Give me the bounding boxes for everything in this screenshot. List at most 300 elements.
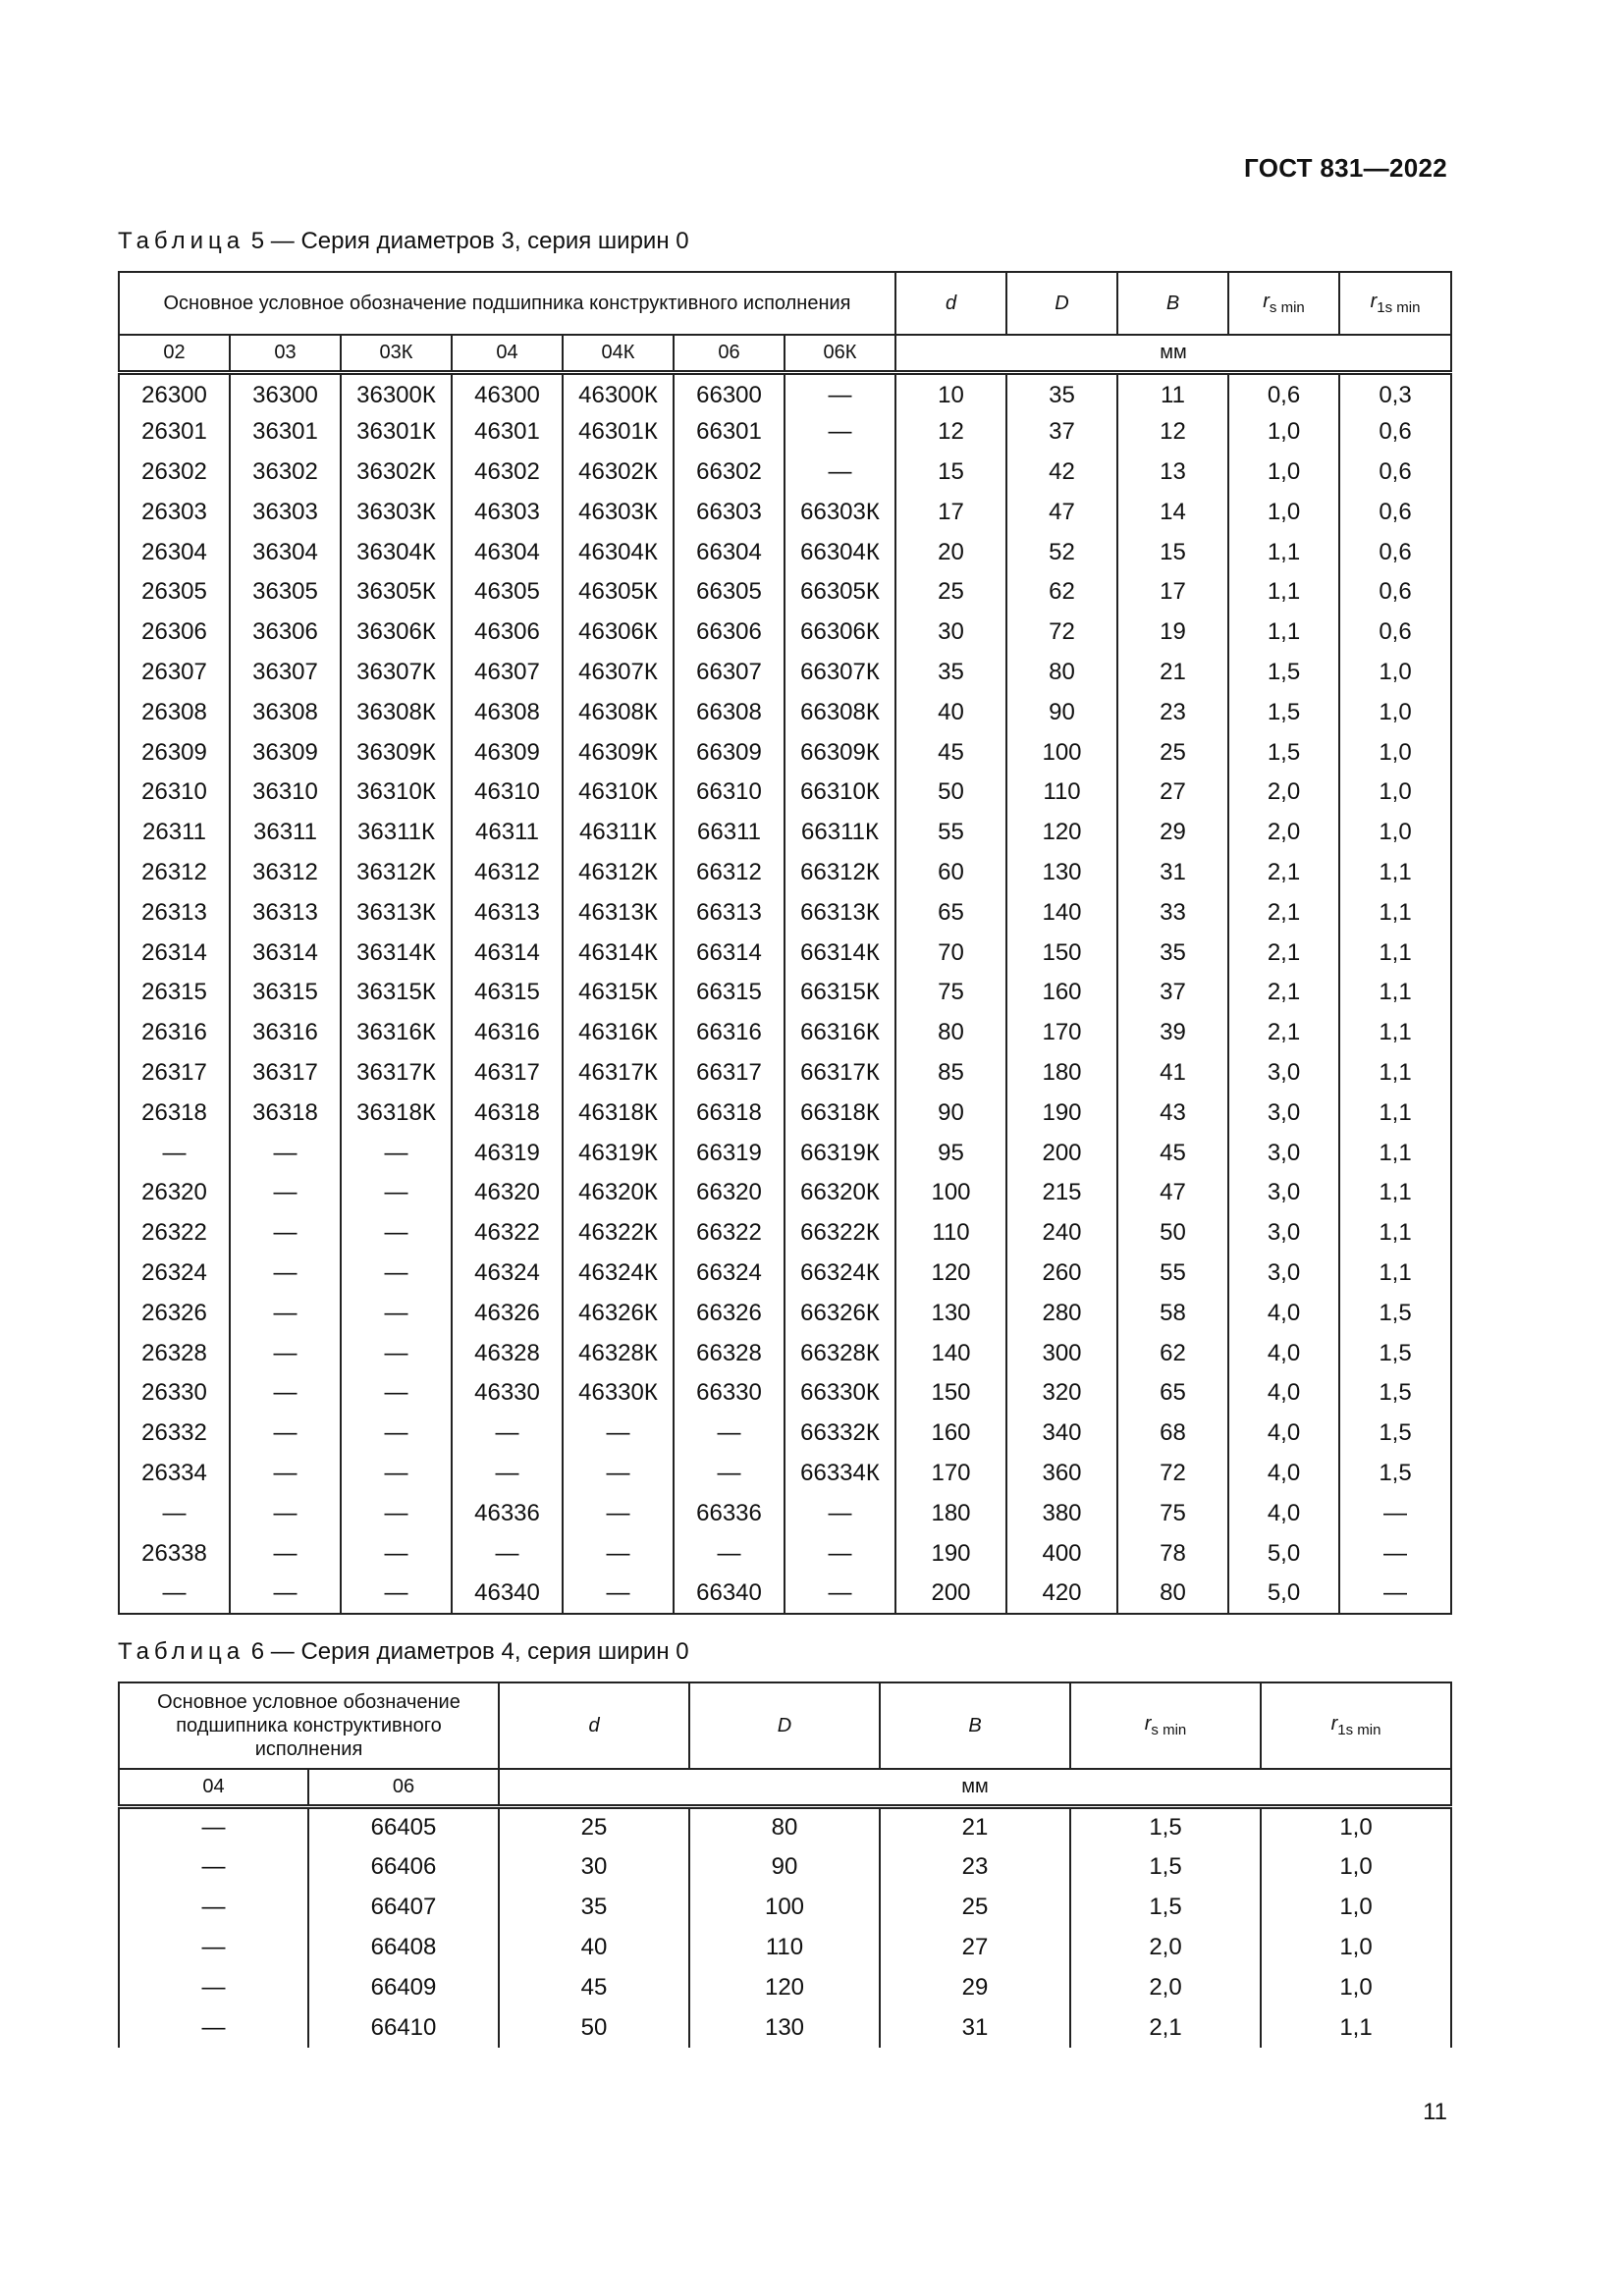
table-cell: 1,1: [1339, 1093, 1451, 1133]
table-cell: 36300: [230, 372, 341, 412]
table-cell: 62: [1006, 572, 1117, 613]
table-cell: 70: [895, 933, 1006, 973]
table5-design-header: 03К: [341, 335, 452, 372]
table-cell: 36301К: [341, 412, 452, 453]
table-cell: —: [785, 412, 895, 453]
table-cell: 36304К: [341, 532, 452, 572]
table-cell: 26308: [119, 692, 230, 732]
table-cell: 66313К: [785, 892, 895, 933]
table-cell: —: [341, 1373, 452, 1414]
table-cell: 42: [1006, 453, 1117, 493]
table-cell: 36317: [230, 1053, 341, 1094]
table-cell: 46324К: [563, 1254, 674, 1294]
table-cell: 5,0: [1228, 1533, 1339, 1574]
table-cell: 160: [1006, 973, 1117, 1013]
table-cell: 1,5: [1070, 1846, 1261, 1887]
table-cell: 1,1: [1339, 1254, 1451, 1294]
table-cell: 1,1: [1339, 1013, 1451, 1053]
table-cell: 170: [895, 1454, 1006, 1494]
table-cell: 36304: [230, 532, 341, 572]
table-cell: —: [230, 1373, 341, 1414]
table-cell: 46304: [452, 532, 563, 572]
table-cell: 40: [499, 1927, 689, 1967]
table6: [118, 1682, 1452, 2048]
table-cell: 47: [1117, 1173, 1228, 1213]
table-cell: —: [785, 1493, 895, 1533]
table-cell: 190: [1006, 1093, 1117, 1133]
table5-unit: мм: [895, 335, 1451, 372]
table-cell: 46318К: [563, 1093, 674, 1133]
table-cell: 26338: [119, 1533, 230, 1574]
table-cell: 36318К: [341, 1093, 452, 1133]
table-cell: 26305: [119, 572, 230, 613]
table-cell: 140: [1006, 892, 1117, 933]
table-cell: 66326: [674, 1293, 785, 1333]
table-cell: 0,6: [1228, 372, 1339, 412]
table-cell: 36310: [230, 773, 341, 813]
table-cell: —: [230, 1533, 341, 1574]
table-row: [119, 892, 1451, 933]
table-row: [119, 1173, 1451, 1213]
table-cell: 66312: [674, 853, 785, 893]
table-cell: 66318К: [785, 1093, 895, 1133]
table6-header-D: D: [689, 1682, 880, 1769]
table6-design-header: 06: [308, 1769, 499, 1806]
table-cell: —: [230, 1574, 341, 1614]
table-cell: 66317: [674, 1053, 785, 1094]
table-cell: 26326: [119, 1293, 230, 1333]
table-cell: 26302: [119, 453, 230, 493]
table-cell: 46303К: [563, 492, 674, 532]
table-cell: 46317: [452, 1053, 563, 1094]
table-row: [119, 1133, 1451, 1173]
table-cell: 36316К: [341, 1013, 452, 1053]
table-cell: 180: [895, 1493, 1006, 1533]
table-cell: —: [341, 1254, 452, 1294]
page-number: 11: [1423, 2099, 1447, 2125]
table-cell: 45: [1117, 1133, 1228, 1173]
table-cell: 46301К: [563, 412, 674, 453]
table5-design-header: 06: [674, 335, 785, 372]
table-cell: 13: [1117, 453, 1228, 493]
table-cell: 36308: [230, 692, 341, 732]
table-cell: 66336: [674, 1493, 785, 1533]
table-cell: —: [1339, 1574, 1451, 1614]
table-cell: —: [452, 1414, 563, 1454]
table-cell: 66328К: [785, 1333, 895, 1373]
table-cell: 36311К: [341, 813, 452, 853]
table-cell: 1,0: [1261, 1806, 1451, 1846]
table-cell: 66304: [674, 532, 785, 572]
table-row: [119, 653, 1451, 693]
table-cell: 66324: [674, 1254, 785, 1294]
table-cell: 66315: [674, 973, 785, 1013]
table-cell: 66306: [674, 613, 785, 653]
table-cell: —: [119, 1493, 230, 1533]
table-row: [119, 732, 1451, 773]
table-cell: 46307: [452, 653, 563, 693]
table-cell: 36305К: [341, 572, 452, 613]
table-cell: 46304К: [563, 532, 674, 572]
table-cell: 66406: [308, 1846, 499, 1887]
table-cell: 46324: [452, 1254, 563, 1294]
table-cell: 36306К: [341, 613, 452, 653]
table-cell: 15: [1117, 532, 1228, 572]
table-cell: 1,0: [1261, 1967, 1451, 2007]
table-cell: 46308: [452, 692, 563, 732]
table-cell: 0,6: [1339, 453, 1451, 493]
table-cell: 46305К: [563, 572, 674, 613]
table-cell: 66303К: [785, 492, 895, 532]
table-cell: 46309К: [563, 732, 674, 773]
table-cell: —: [230, 1333, 341, 1373]
table-cell: 66313: [674, 892, 785, 933]
table-cell: 36312: [230, 853, 341, 893]
table-cell: 1,0: [1261, 1846, 1451, 1887]
table-row: [119, 692, 1451, 732]
table-cell: 36302К: [341, 453, 452, 493]
table-row: [119, 1967, 1451, 2007]
table-row: [119, 813, 1451, 853]
table-cell: 17: [895, 492, 1006, 532]
table-cell: 37: [1117, 973, 1228, 1013]
table-cell: 26301: [119, 412, 230, 453]
table-cell: 2,1: [1228, 892, 1339, 933]
table-cell: 46300: [452, 372, 563, 412]
table-cell: 340: [1006, 1414, 1117, 1454]
table-cell: 46312К: [563, 853, 674, 893]
table-cell: —: [341, 1173, 452, 1213]
table-cell: 140: [895, 1333, 1006, 1373]
table-cell: 0,6: [1339, 613, 1451, 653]
table5-header-B: B: [1117, 272, 1228, 335]
table-cell: 360: [1006, 1454, 1117, 1494]
table-cell: 0,6: [1339, 572, 1451, 613]
table6-header-B: B: [880, 1682, 1070, 1769]
table5-design-header: 03: [230, 335, 341, 372]
table-cell: —: [341, 1333, 452, 1373]
table-cell: 39: [1117, 1013, 1228, 1053]
table-cell: —: [119, 1133, 230, 1173]
table-cell: 80: [895, 1013, 1006, 1053]
table-row: [119, 1213, 1451, 1254]
table-cell: —: [119, 1887, 308, 1927]
table5-design-header: 02: [119, 335, 230, 372]
table-cell: 26322: [119, 1213, 230, 1254]
table-cell: 66405: [308, 1806, 499, 1846]
table-cell: —: [563, 1533, 674, 1574]
table-cell: 1,5: [1339, 1454, 1451, 1494]
table-cell: 3,0: [1228, 1213, 1339, 1254]
standard-designation: ГОСТ 831—2022: [1244, 153, 1447, 183]
table-cell: —: [230, 1454, 341, 1494]
table-cell: 46303: [452, 492, 563, 532]
table-cell: 72: [1006, 613, 1117, 653]
table-cell: 36311: [230, 813, 341, 853]
table-cell: 36313К: [341, 892, 452, 933]
table-cell: 46309: [452, 732, 563, 773]
table-cell: 1,5: [1339, 1293, 1451, 1333]
table-cell: 46301: [452, 412, 563, 453]
table-cell: 180: [1006, 1053, 1117, 1094]
table-cell: 36310К: [341, 773, 452, 813]
table-cell: 36312К: [341, 853, 452, 893]
table-cell: 1,0: [1339, 732, 1451, 773]
table-cell: 85: [895, 1053, 1006, 1094]
table-cell: 35: [1117, 933, 1228, 973]
table-cell: 66330: [674, 1373, 785, 1414]
table6-caption-label: Таблица: [118, 1638, 245, 1665]
table-cell: 1,1: [1228, 572, 1339, 613]
table-cell: 2,0: [1070, 1967, 1261, 2007]
table-cell: —: [452, 1454, 563, 1494]
table-cell: 1,0: [1339, 813, 1451, 853]
table-cell: —: [119, 2007, 308, 2048]
table-cell: 46314: [452, 933, 563, 973]
table-cell: 2,0: [1070, 1927, 1261, 1967]
table-cell: 240: [1006, 1213, 1117, 1254]
table6-design-header: 04: [119, 1769, 308, 1806]
table-cell: —: [563, 1574, 674, 1614]
table-row: [119, 572, 1451, 613]
table-cell: 100: [1006, 732, 1117, 773]
table-cell: 62: [1117, 1333, 1228, 1373]
table-cell: 36315: [230, 973, 341, 1013]
table-cell: 66311: [674, 813, 785, 853]
table-cell: 26315: [119, 973, 230, 1013]
table-cell: 46300К: [563, 372, 674, 412]
table-cell: 1,1: [1339, 1173, 1451, 1213]
table-cell: 26317: [119, 1053, 230, 1094]
table-cell: 66314: [674, 933, 785, 973]
table-cell: 46326К: [563, 1293, 674, 1333]
table-cell: 23: [1117, 692, 1228, 732]
table-cell: —: [230, 1493, 341, 1533]
table-cell: 36303К: [341, 492, 452, 532]
table-cell: 46316К: [563, 1013, 674, 1053]
table-cell: 45: [895, 732, 1006, 773]
table-cell: 36307: [230, 653, 341, 693]
table-row: [119, 532, 1451, 572]
table-cell: 58: [1117, 1293, 1228, 1333]
table-row: [119, 372, 1451, 412]
table-cell: 43: [1117, 1093, 1228, 1133]
table-cell: 66307К: [785, 653, 895, 693]
table-cell: —: [119, 1927, 308, 1967]
table-cell: —: [230, 1173, 341, 1213]
table-cell: 66301: [674, 412, 785, 453]
table-cell: 36318: [230, 1093, 341, 1133]
table-cell: 36305: [230, 572, 341, 613]
table-cell: —: [674, 1454, 785, 1494]
table-cell: 380: [1006, 1493, 1117, 1533]
table-cell: 46318: [452, 1093, 563, 1133]
table-cell: 130: [895, 1293, 1006, 1333]
table-cell: 26334: [119, 1454, 230, 1494]
table-cell: 0,6: [1339, 532, 1451, 572]
table-cell: 66305К: [785, 572, 895, 613]
table-cell: 130: [1006, 853, 1117, 893]
table-cell: 260: [1006, 1254, 1117, 1294]
table-cell: 66322К: [785, 1213, 895, 1254]
table-cell: 66300: [674, 372, 785, 412]
table-cell: 35: [895, 653, 1006, 693]
table-cell: 66315К: [785, 973, 895, 1013]
table-cell: 3,0: [1228, 1133, 1339, 1173]
table-cell: 66304К: [785, 532, 895, 572]
table-cell: 2,0: [1228, 813, 1339, 853]
table-cell: 29: [880, 1967, 1070, 2007]
table-cell: 46330: [452, 1373, 563, 1414]
table-cell: 26304: [119, 532, 230, 572]
table-cell: 36308К: [341, 692, 452, 732]
table-cell: 46315: [452, 973, 563, 1013]
table-cell: 36316: [230, 1013, 341, 1053]
table-cell: 400: [1006, 1533, 1117, 1574]
table-cell: 66408: [308, 1927, 499, 1967]
table-cell: —: [341, 1574, 452, 1614]
table-cell: 200: [895, 1574, 1006, 1614]
table-cell: —: [230, 1133, 341, 1173]
table-cell: 46313: [452, 892, 563, 933]
table6-header-rs: $r_{s min}$: [1070, 1682, 1261, 1769]
table-cell: 19: [1117, 613, 1228, 653]
table-row: [119, 1254, 1451, 1294]
table-row: [119, 1454, 1451, 1494]
table-cell: 1,1: [1339, 1133, 1451, 1173]
table-cell: 66326К: [785, 1293, 895, 1333]
table-cell: 90: [689, 1846, 880, 1887]
table-cell: 66308: [674, 692, 785, 732]
table5-caption-text: 5 — Серия диаметров 3, серия ширин 0: [244, 228, 689, 254]
table-cell: 66340: [674, 1574, 785, 1614]
table-cell: 35: [499, 1887, 689, 1927]
table-cell: 26314: [119, 933, 230, 973]
table-row: [119, 1493, 1451, 1533]
table-cell: 4,0: [1228, 1493, 1339, 1533]
table-cell: 46310К: [563, 773, 674, 813]
table-cell: 1,1: [1339, 1213, 1451, 1254]
table-row: [119, 1373, 1451, 1414]
table-cell: —: [119, 1967, 308, 2007]
table-cell: 4,0: [1228, 1373, 1339, 1414]
table-cell: 66319К: [785, 1133, 895, 1173]
table-cell: 215: [1006, 1173, 1117, 1213]
table-cell: —: [785, 1533, 895, 1574]
table-cell: 26309: [119, 732, 230, 773]
table-cell: 95: [895, 1133, 1006, 1173]
table-cell: 3,0: [1228, 1254, 1339, 1294]
table-cell: 23: [880, 1846, 1070, 1887]
table-cell: 280: [1006, 1293, 1117, 1333]
table-cell: 26320: [119, 1173, 230, 1213]
table-cell: 50: [895, 773, 1006, 813]
table-cell: 47: [1006, 492, 1117, 532]
table5-design-header: 06К: [785, 335, 895, 372]
table-cell: 100: [895, 1173, 1006, 1213]
table-cell: 35: [1006, 372, 1117, 412]
table-cell: 46314К: [563, 933, 674, 973]
table-cell: 46326: [452, 1293, 563, 1333]
table-cell: 1,0: [1261, 1927, 1451, 1967]
table-cell: 55: [895, 813, 1006, 853]
table-cell: 65: [895, 892, 1006, 933]
table-cell: 36306: [230, 613, 341, 653]
table-row: [119, 1846, 1451, 1887]
table-cell: 1,0: [1339, 773, 1451, 813]
table-cell: 120: [689, 1967, 880, 2007]
table-cell: 1,5: [1228, 732, 1339, 773]
table-cell: 46306К: [563, 613, 674, 653]
table-cell: 78: [1117, 1533, 1228, 1574]
table-cell: —: [674, 1414, 785, 1454]
table-cell: 1,1: [1339, 1053, 1451, 1094]
table-cell: 66316К: [785, 1013, 895, 1053]
table-row: [119, 853, 1451, 893]
table-cell: 50: [1117, 1213, 1228, 1254]
table-cell: —: [230, 1293, 341, 1333]
table-cell: 17: [1117, 572, 1228, 613]
table-cell: —: [785, 453, 895, 493]
table6-group-header: Основное условное обозначение подшипника конструктивного исполнения: [119, 1682, 499, 1769]
table-cell: 66320К: [785, 1173, 895, 1213]
table-cell: 5,0: [1228, 1574, 1339, 1614]
table-cell: 320: [1006, 1373, 1117, 1414]
table-cell: 1,0: [1228, 453, 1339, 493]
table-row: [119, 1333, 1451, 1373]
table-cell: 1,1: [1339, 892, 1451, 933]
table-cell: 1,5: [1339, 1414, 1451, 1454]
table-cell: 37: [1006, 412, 1117, 453]
table-cell: 110: [1006, 773, 1117, 813]
table-cell: 1,5: [1228, 692, 1339, 732]
table-row: [119, 773, 1451, 813]
table-cell: 26316: [119, 1013, 230, 1053]
table-cell: 12: [895, 412, 1006, 453]
table-row: [119, 492, 1451, 532]
table-cell: 66317К: [785, 1053, 895, 1094]
table-cell: 27: [1117, 773, 1228, 813]
table5-header-D: D: [1006, 272, 1117, 335]
table-cell: 46319К: [563, 1133, 674, 1173]
table-cell: 160: [895, 1414, 1006, 1454]
table-cell: 26328: [119, 1333, 230, 1373]
table-cell: 46319: [452, 1133, 563, 1173]
table-cell: —: [230, 1414, 341, 1454]
table-cell: 66312К: [785, 853, 895, 893]
table-cell: 14: [1117, 492, 1228, 532]
table-cell: 36301: [230, 412, 341, 453]
table-cell: 170: [1006, 1013, 1117, 1053]
table-cell: 25: [499, 1806, 689, 1846]
table-cell: 66302: [674, 453, 785, 493]
table5-header-rs: $r_{s min}$: [1228, 272, 1339, 335]
table6-caption-text: 6 — Серия диаметров 4, серия ширин 0: [244, 1638, 689, 1665]
table-cell: 46340: [452, 1574, 563, 1614]
table-cell: 66310: [674, 773, 785, 813]
table-cell: 2,1: [1228, 1013, 1339, 1053]
table-cell: 3,0: [1228, 1173, 1339, 1213]
table-cell: 26306: [119, 613, 230, 653]
table-cell: 1,1: [1339, 933, 1451, 973]
table-cell: 46322: [452, 1213, 563, 1254]
table-cell: 66316: [674, 1013, 785, 1053]
table-cell: 46330К: [563, 1373, 674, 1414]
table5-design-header: 04: [452, 335, 563, 372]
table-cell: 1,5: [1070, 1887, 1261, 1927]
table-cell: 41: [1117, 1053, 1228, 1094]
table-cell: 1,0: [1339, 653, 1451, 693]
